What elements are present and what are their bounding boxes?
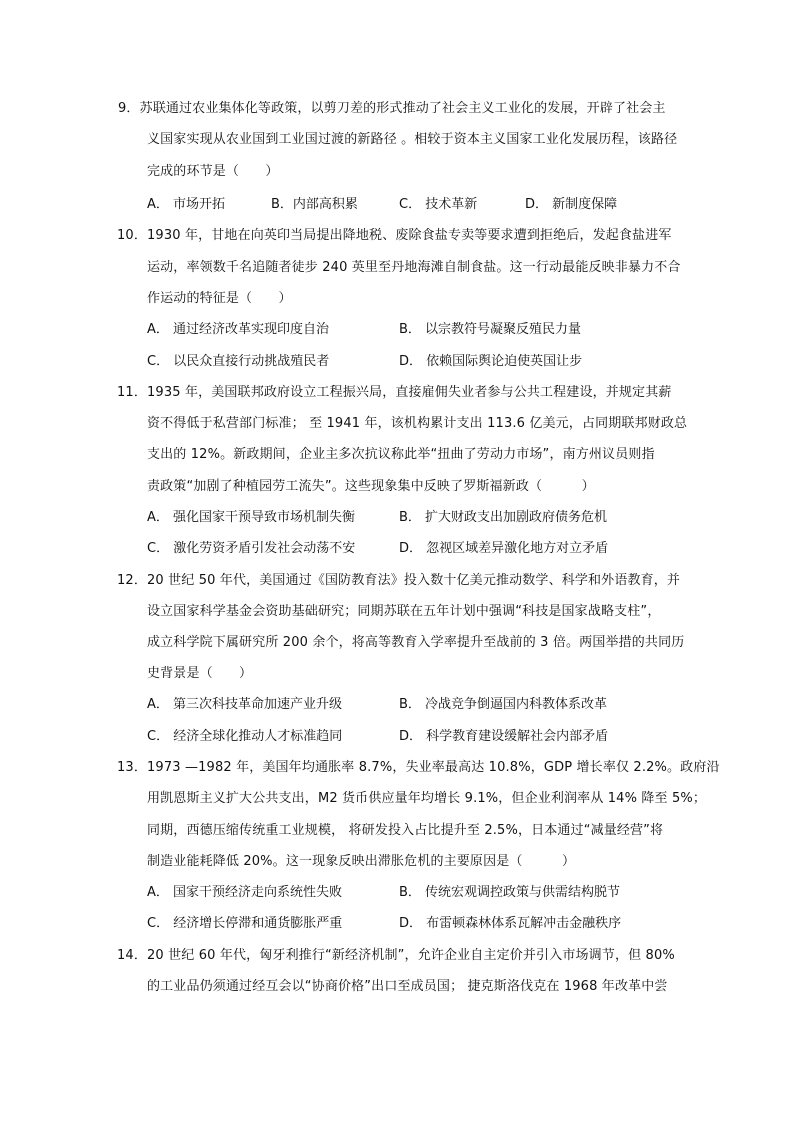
option-d[interactable]: D． 布雷顿森林体系瓦解冲击金融秩序	[399, 916, 622, 931]
option-b[interactable]: B． 传统宏观调控政策与供需结构脱节	[399, 885, 621, 900]
option-b[interactable]: B． 冷战竞争倒逼国内科教体系改革	[399, 697, 608, 712]
question-stem-line: 支出的 12%。新政期间，企业主多次抗议称此举“扭曲了劳动力市场”，南方州议员则指	[147, 447, 655, 462]
question-stem-line: 11．1935 年，美国联邦政府设立工程振兴局，直接雇佣失业者参与公共工程建设，并规定其薪	[117, 385, 672, 400]
option-c[interactable]: C． 以民众直接行动挑战殖民者	[147, 354, 330, 369]
option-d[interactable]: D． 新制度保障	[525, 197, 618, 212]
question-stem-line: 作运动的特征是（ ）	[147, 291, 292, 306]
question-stem-line: 制造业能耗降低 20%。这一现象反映出滞胀危机的主要原因是（ ）	[147, 854, 576, 869]
option-c[interactable]: C． 激化劳资矛盾引发社会动荡不安	[147, 541, 356, 556]
option-c[interactable]: C． 经济增长停滞和通货膨胀严重	[147, 916, 343, 931]
option-c[interactable]: C． 技术革新	[399, 197, 478, 212]
question-stem-line: 的工业品仍须通过经互会以“协商价格”出口至成员国； 捷克斯洛伐克在 1968 年改革中尝	[147, 979, 668, 994]
option-a[interactable]: A． 市场开拓	[147, 197, 226, 212]
question-stem-line: 成立科学院下属研究所 200 余个，将高等教育入学率提升至战前的 3 倍。两国举措的共同历	[147, 635, 685, 650]
question-stem-line: 史背景是（ ）	[147, 666, 253, 681]
question-stem-line: 12．20 世纪 50 年代，美国通过《国防教育法》投入数十亿美元推动数学、科学和外语教育，并	[117, 573, 681, 588]
question-stem-line: 10．1930 年，甘地在向英印当局提出降地税、废除食盐专卖等要求遭到拒绝后，发起食盐进军	[117, 228, 672, 243]
question-stem-line: 9．苏联通过农业集体化等政策，以剪刀差的形式推动了社会主义工业化的发展，开辟了社会主	[118, 101, 666, 116]
question-stem-line: 资不得低于私营部门标准； 至 1941 年，该机构累计支出 113.6 亿美元，占同期联邦财政总	[147, 416, 688, 431]
option-b[interactable]: B．内部高积累	[271, 197, 358, 212]
question-stem-line: 设立国家科学基金会资助基础研究；同期苏联在五年计划中强调“科技是国家战略支柱”，	[147, 604, 661, 619]
option-d[interactable]: D． 忽视区域差异激化地方对立矛盾	[399, 541, 609, 556]
question-stem-line: 13．1973 —1982 年，美国年均通胀率 8.7%，失业率最高达 10.8%，GDP 增长率仅 2.2%。政府沿	[117, 760, 720, 775]
option-d[interactable]: D． 依赖国际舆论迫使英国让步	[399, 354, 583, 369]
option-c[interactable]: C． 经济全球化推动人才标准趋同	[147, 729, 343, 744]
option-b[interactable]: B． 扩大财政支出加剧政府债务危机	[399, 510, 608, 525]
question-stem-line: 14．20 世纪 60 年代，匈牙利推行“新经济机制”，允许企业自主定价并引入市场调节，但 80%	[117, 948, 675, 963]
question-stem-line: 完成的环节是（ ）	[147, 164, 279, 179]
option-a[interactable]: A． 国家干预经济走向系统性失败	[147, 885, 343, 900]
option-b[interactable]: B． 以宗教符号凝聚反殖民力量	[399, 322, 582, 337]
option-a[interactable]: A． 第三次科技革命加速产业升级	[147, 697, 343, 712]
question-stem-line: 运动，率领数千名追随者徒步 240 英里至丹地海滩自制食盐。这一行动最能反映非暴力不合	[147, 260, 681, 275]
question-stem-line: 义国家实现从农业国到工业国过渡的新路径 。相较于资本主义国家工业化发展历程，该路径	[147, 132, 678, 147]
option-d[interactable]: D． 科学教育建设缓解社会内部矛盾	[399, 729, 609, 744]
question-stem-line: 责政策“加剧了种植园劳工流失”。这些现象集中反映了罗斯福新政（ ）	[147, 479, 595, 494]
question-stem-line: 同期，西德压缩传统重工业规模， 将研发投入占比提升至 2.5%，日本通过“减量经营”将	[147, 823, 664, 838]
question-stem-line: 用凯恩斯主义扩大公共支出，M2 货币供应量年均增长 9.1%，但企业利润率从 14% 降至 5%；	[147, 791, 707, 806]
option-a[interactable]: A． 通过经济改革实现印度自治	[147, 322, 330, 337]
option-a[interactable]: A． 强化国家干预导致市场机制失衡	[147, 510, 356, 525]
